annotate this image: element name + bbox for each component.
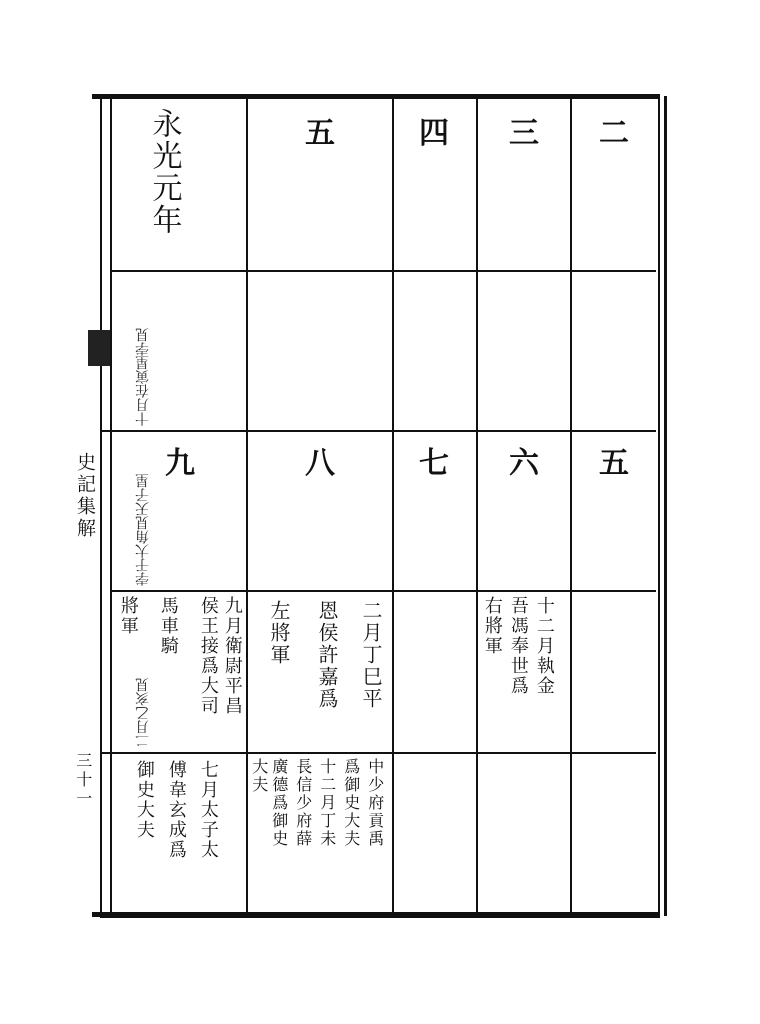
row-line-1: [110, 270, 656, 272]
entry-row5-col2-line2: 恩侯許嘉爲: [315, 600, 339, 710]
column-line-2: [246, 96, 248, 914]
year-row3-col4: 六: [509, 446, 539, 481]
year-row1-col3: 四: [419, 116, 449, 151]
margin-black-tab: [88, 330, 110, 366]
entry-row5-col1-line4: 將軍: [117, 596, 139, 636]
entry-row7-col1-line3: 御史大夫: [133, 760, 155, 840]
era-name-yongguang: 永光元年: [146, 108, 182, 236]
astronomical-note-3: 二月乙亥見: [135, 678, 151, 748]
entry-row7-col2-line2: 爲御史大夫: [341, 758, 361, 848]
column-line-4: [476, 96, 478, 914]
right-edge-line: [664, 96, 667, 916]
entry-row5-col1-line2: 侯王接爲大司: [197, 596, 219, 716]
entry-row7-col2-line4: 長信少府薛: [293, 758, 313, 848]
column-line-1: [110, 96, 112, 914]
margin-book-title: 史記集解: [73, 452, 96, 540]
entry-row5-col2-line1: 二月丁巳平: [359, 600, 383, 710]
bottom-border-thick: [92, 912, 660, 917]
entry-row7-col1-line1: 七月太子太: [197, 760, 219, 860]
row-line-3: [110, 590, 656, 592]
margin-page-number: 三十一: [73, 752, 93, 809]
entry-row7-col2-line5: 廣德爲御史: [269, 758, 289, 848]
astronomical-note-2: 孛于大角見天子星: [135, 474, 151, 586]
column-line-3: [392, 96, 394, 914]
entry-row7-col2-line6: 大夫: [249, 758, 269, 794]
entry-row7-col1-line2: 傅韋玄成爲: [165, 760, 187, 860]
entry-row7-col2-line1: 中少府貢禹: [365, 758, 385, 848]
row-line-2: [100, 430, 656, 432]
year-row3-col1: 九: [165, 446, 195, 481]
year-row1-col4: 三: [509, 116, 539, 151]
entry-row5-col1-line1: 九月衛尉平昌: [221, 596, 243, 716]
entry-row5-col2-line3: 左將軍: [267, 600, 291, 666]
entry-row7-col2-line3: 十二月丁未: [317, 758, 337, 848]
entry-row5-col4-line3: 右將軍: [481, 596, 503, 656]
astronomical-note-1: 十月在寅星孛見: [135, 328, 151, 426]
year-row3-col5: 五: [599, 446, 629, 481]
entry-row5-col4-line1: 十二月執金: [533, 596, 555, 696]
entry-row5-col1-line3: 馬車騎: [157, 596, 179, 656]
entry-row5-col4-line2: 吾馮奉世爲: [507, 596, 529, 696]
row-line-4: [100, 752, 656, 754]
column-line-5: [570, 96, 572, 914]
top-border-thick: [92, 94, 660, 99]
year-row3-col2: 八: [305, 446, 335, 481]
year-row3-col3: 七: [419, 446, 449, 481]
year-row1-col5: 二: [599, 116, 629, 151]
year-row1-col2: 五: [305, 116, 335, 151]
